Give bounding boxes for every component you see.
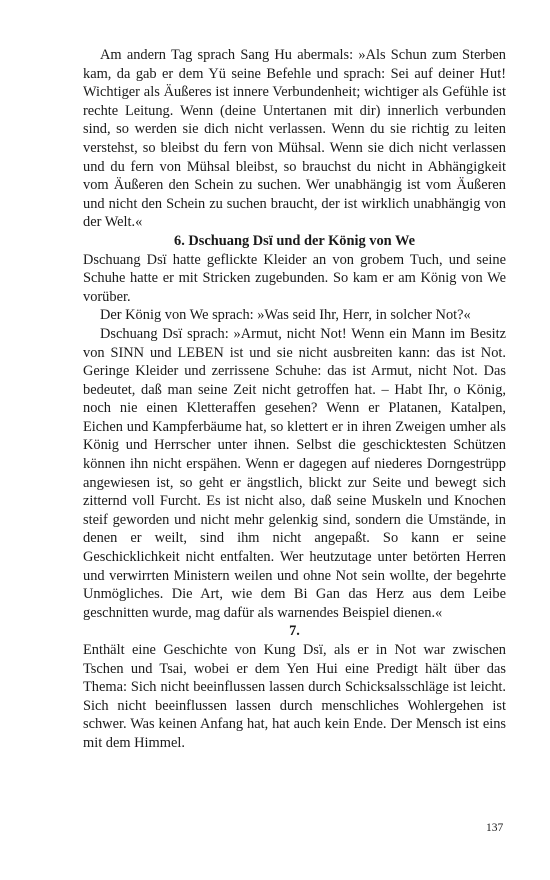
- section-6-paragraph-3: Dschuang Dsï sprach: »Armut, nicht Not! Wenn ein Mann im Besitz von SINN und LEBEN ist und sie nicht ausbreiten kann: das ist Not. Geringe Kleider und zerrissene Schuhe: das ist Armut, nicht Not. Das bedeutet, daß man seine Zeit nicht getroffen hat. – Habt Ihr, o König, noch nie einen Kletteraffen gesehen? Wenn er Platanen, Katalpen, Eichen und Kampferbäume hat, so klettert er in ihren Zweigen umher als König und Herrscher unter ihnen. Selbst die geschicktesten Schützen können ihn nicht erspähen. Wenn er dagegen auf niederes Dorngestrüpp angewiesen ist, so geht er ängstlich, blickt zur Seite und bewegt sich zitternd voll Furcht. Es ist nicht also, daß seine Muskeln und Knochen steif geworden und nicht mehr gelenkig sind, sondern die Umstände, in denen er weilt, sind ihm nicht angepaßt. So kann er seine Geschicklichkeit nicht entfalten. Wer heutzutage unter betörten Herren und verwirrten Ministern weilen und ohne Not sein wollte, der begehrte Unmögliches. Die Art, wie dem Bi Gan das Herz aus dem Leibe geschnitten wurde, mag dafür als warnendes Beispiel dienen.«: [83, 325, 506, 621]
- section-6-paragraph-1: Dschuang Dsï hatte geflickte Kleider an von grobem Tuch, und seine Schuhe hatte er mit Stricken zugebunden. So kam er am König von We vorüber.: [83, 251, 506, 305]
- book-page: [83, 46, 506, 753]
- section-7-paragraph-1: Enthält eine Geschichte von Kung Dsï, als er in Not war zwischen Tschen und Tsai, wobei er dem Yen Hui eine Predigt hält über das Thema: Sich nicht beeinflussen lassen durch Schicksalsschläge ist leicht. Sich nicht beeinflussen lassen durch menschliches Wohlergehen ist schwer. Was keinen Anfang hat, hat auch kein Ende. Der Mensch ist eins mit dem Himmel.: [83, 642, 506, 751]
- section-7-heading: 7.: [289, 623, 300, 640]
- section-6-paragraph-2: Der König von We sprach: »Was seid Ihr, Herr, in solcher Not?«: [100, 307, 471, 324]
- section-6-heading: 6. Dschuang Dsï und der König von We: [174, 232, 415, 249]
- page-number: 137: [486, 822, 504, 834]
- intro-paragraph: Am andern Tag sprach Sang Hu abermals: »Als Schun zum Sterben kam, da gab er dem Yü seine Befehle und sprach: Sei auf deiner Hut! Wichtiger als Äußeres ist innere Verbundenheit; wichtiger als Gefühle ist rechte Leitung. Wenn (deine Untertanen mit dir) innerlich verbunden sind, so werden sie dich nicht verlassen. Wenn du sie richtig zu leiten verstehst, so bleibst du fern von Mühsal. Wenn sie dich nicht verlassen und du fern von Mühsal bleibst, so brauchst du nicht in Abhängigkeit vom Äußeren den Schein zu suchen. Wer unabhängig ist vom Äußeren und nicht den Schein zu suchen braucht, der ist wirklich unabhängig von der Welt.«: [83, 47, 506, 231]
